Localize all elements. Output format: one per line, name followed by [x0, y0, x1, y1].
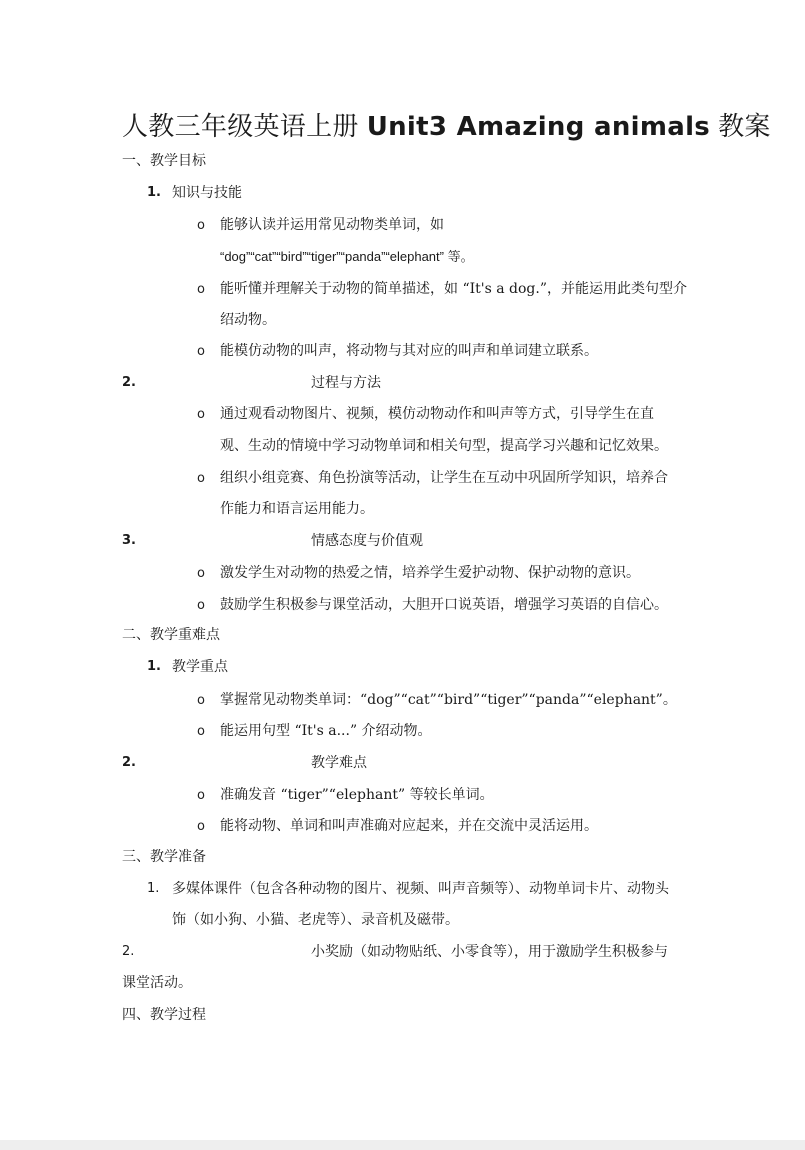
list-item: 能运用句型 “It's a...” 介绍动物。 — [220, 723, 432, 739]
bullet-icon: o — [197, 598, 205, 613]
sub-heading: 教学难点 — [311, 755, 367, 771]
sub-number: 2. — [122, 375, 136, 390]
section-heading-4: 四、教学过程 — [122, 1007, 206, 1023]
list-item: 组织小组竞赛、角色扮演等活动，让学生在互动中巩固所学知识，培养合 — [220, 470, 668, 486]
section-heading-1: 一、教学目标 — [122, 153, 206, 169]
title-cn-after: 教案 — [718, 112, 771, 142]
list-item: 激发学生对动物的热爱之情，培养学生爱护动物、保护动物的意识。 — [220, 565, 640, 581]
list-item: 通过观看动物图片、视频，模仿动物动作和叫声等方式，引导学生在直 — [220, 406, 654, 422]
sub-heading: 教学重点 — [172, 659, 228, 675]
list-item: 多媒体课件（包含各种动物的图片、视频、叫声音频等）、动物单词卡片、动物头 — [172, 881, 669, 897]
bullet-icon: o — [197, 693, 205, 708]
bullet-icon: o — [197, 407, 205, 422]
list-item: 小奖励（如动物贴纸、小零食等），用于激励学生积极参与 — [311, 944, 668, 960]
list-item-cont: 绍动物。 — [220, 312, 276, 328]
bullet-icon: o — [197, 344, 205, 359]
sub-number: 2. — [122, 755, 136, 770]
sub-number: 1. — [147, 659, 161, 674]
sub-heading: 知识与技能 — [172, 185, 242, 201]
list-item: 准确发音 “tiger”“elephant” 等较长单词。 — [220, 787, 494, 803]
list-item-cont: 课堂活动。 — [122, 975, 192, 991]
sub-heading: 情感态度与价值观 — [311, 533, 423, 549]
bullet-icon: o — [197, 471, 205, 486]
list-item: 能听懂并理解关于动物的简单描述，如 “It's a dog.”，并能运用此类句型介 — [220, 281, 688, 297]
list-item-cont: 作能力和语言运用能力。 — [220, 501, 374, 517]
list-item: 能够认读并运用常见动物类单词，如 — [220, 217, 444, 233]
list-number: 1. — [147, 881, 160, 896]
list-item: 能将动物、单词和叫声准确对应起来，并在交流中灵活运用。 — [220, 818, 598, 834]
title-cn-before: 人教三年级英语上册 — [122, 112, 359, 142]
document-title — [122, 106, 771, 143]
list-item: 鼓励学生积极参与课堂活动，大胆开口说英语，增强学习英语的自信心。 — [220, 597, 668, 613]
bullet-icon: o — [197, 788, 205, 803]
bullet-icon: o — [197, 724, 205, 739]
list-number: 2. — [122, 944, 135, 959]
sub-number: 3. — [122, 533, 136, 548]
title-en: Unit3 Amazing animals — [366, 112, 711, 142]
list-item-cont: “dog”“cat”“bird”“tiger”“panda”“elephant” 等。 — [220, 249, 474, 264]
section-heading-2: 二、教学重难点 — [122, 627, 220, 643]
list-item-cont: 饰（如小狗、小猫、老虎等）、录音机及磁带。 — [172, 912, 459, 928]
bullet-icon: o — [197, 819, 205, 834]
sub-heading: 过程与方法 — [311, 375, 381, 391]
bullet-icon: o — [197, 282, 205, 297]
sub-number: 1. — [147, 185, 161, 200]
section-heading-3: 三、教学准备 — [122, 849, 206, 865]
list-item: 能模仿动物的叫声，将动物与其对应的叫声和单词建立联系。 — [220, 343, 598, 359]
bullet-icon: o — [197, 566, 205, 581]
bullet-icon: o — [197, 218, 205, 233]
list-item: 掌握常见动物类单词：“dog”“cat”“bird”“tiger”“panda”“elephant”。 — [220, 692, 677, 708]
page-bottom-strip — [0, 1140, 805, 1150]
list-item-cont: 观、生动的情境中学习动物单词和相关句型，提高学习兴趣和记忆效果。 — [220, 438, 668, 454]
